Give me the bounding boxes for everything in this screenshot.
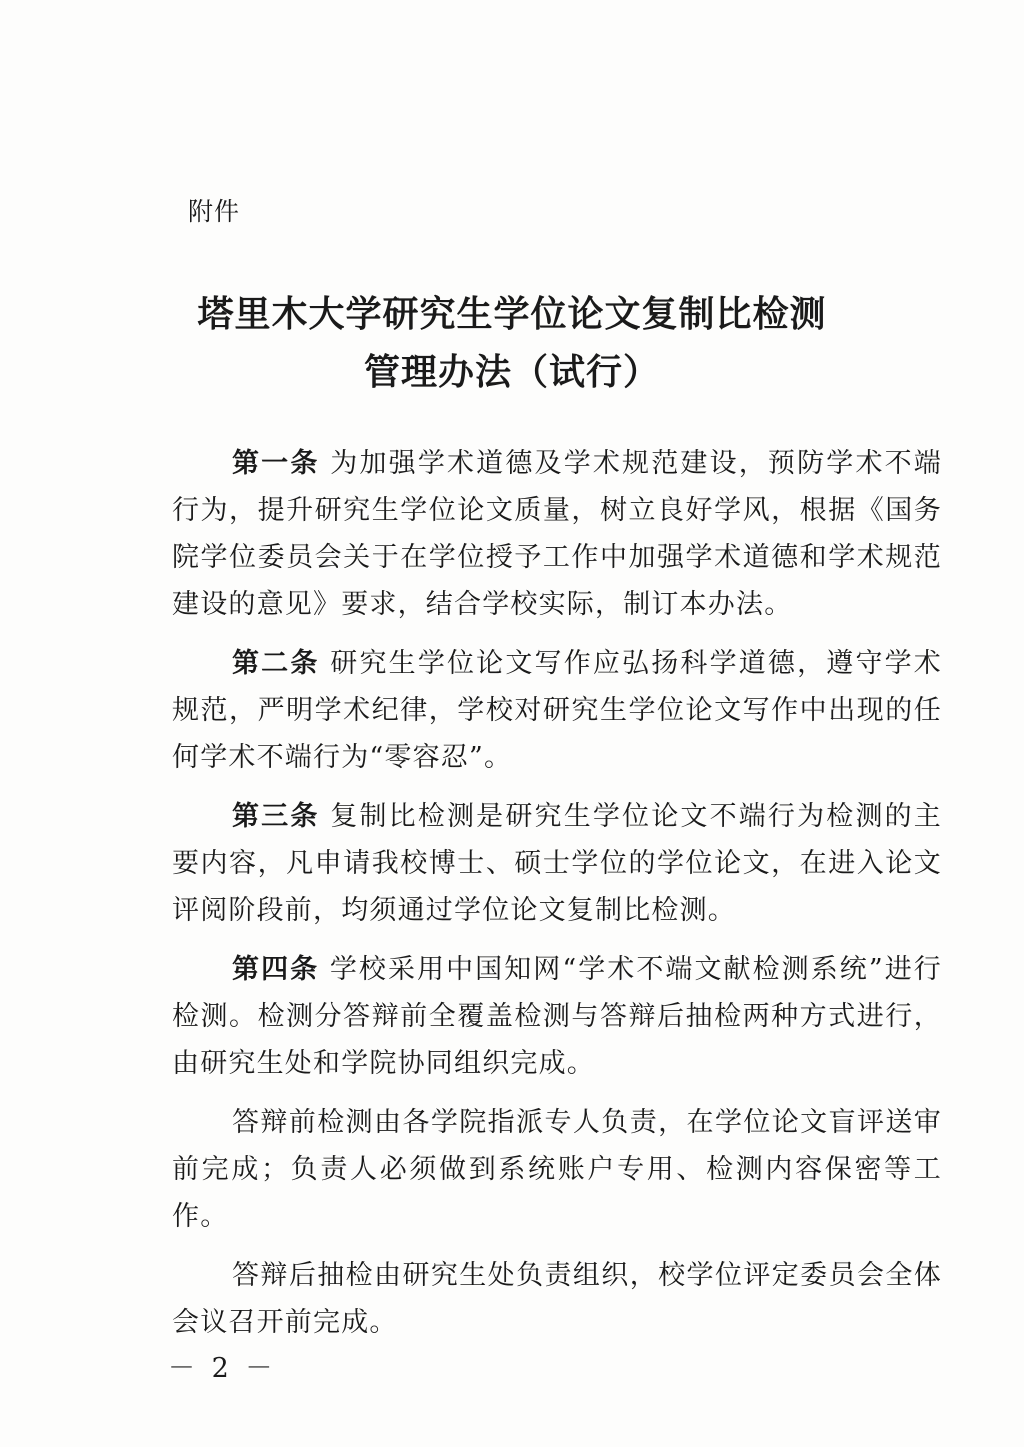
article-heading: 第三条 <box>232 801 320 832</box>
article-heading: 第四条 <box>232 954 320 985</box>
article-text: 研究生学位论文写作应弘扬科学道德，遵守学术规范，严明学术纪律，学校对研究生学位论文写作中出现的任何学术不端行为“零容忍”。 <box>172 648 942 773</box>
article-4-paragraph <box>172 946 942 1087</box>
page-number: － 2 － <box>168 1353 277 1384</box>
article-2-paragraph <box>172 640 942 781</box>
paragraph-text: 答辩前检测由各学院指派专人负责，在学位论文盲评送审前完成；负责人必须做到系统账户专用、检测内容保密等工作。 <box>172 1107 942 1232</box>
article-heading: 第一条 <box>232 448 320 479</box>
document-title-line-2: 管理办法（试行） <box>363 352 660 393</box>
attachment-label: 附件 <box>188 197 241 226</box>
article-text: 为加强学术道德及学术规范建设，预防学术不端行为，提升研究生学位论文质量，树立良好学风，根据《国务院学位委员会关于在学位授予工作中加强学术道德和学术规范建设的意见》要求，结合学校实际，制订本办法。 <box>172 448 942 620</box>
article-1-paragraph <box>172 440 942 628</box>
article-3-paragraph <box>172 793 942 934</box>
post-defense-sampling-paragraph <box>172 1252 942 1346</box>
article-heading: 第二条 <box>232 648 320 679</box>
document-body <box>172 440 942 1358</box>
pre-defense-detection-paragraph <box>172 1099 942 1240</box>
article-text: 复制比检测是研究生学位论文不端行为检测的主要内容，凡申请我校博士、硕士学位的学位论文，在进入论文评阅阶段前，均须通过学位论文复制比检测。 <box>172 801 942 926</box>
article-text: 学校采用中国知网“学术不端文献检测系统”进行检测。检测分答辩前全覆盖检测与答辩后抽检两种方式进行，由研究生处和学院协同组织完成。 <box>172 954 942 1079</box>
document-title-line-1: 塔里木大学研究生学位论文复制比检测 <box>197 294 827 335</box>
paragraph-text: 答辩后抽检由研究生处负责组织，校学位评定委员会全体会议召开前完成。 <box>172 1260 942 1338</box>
